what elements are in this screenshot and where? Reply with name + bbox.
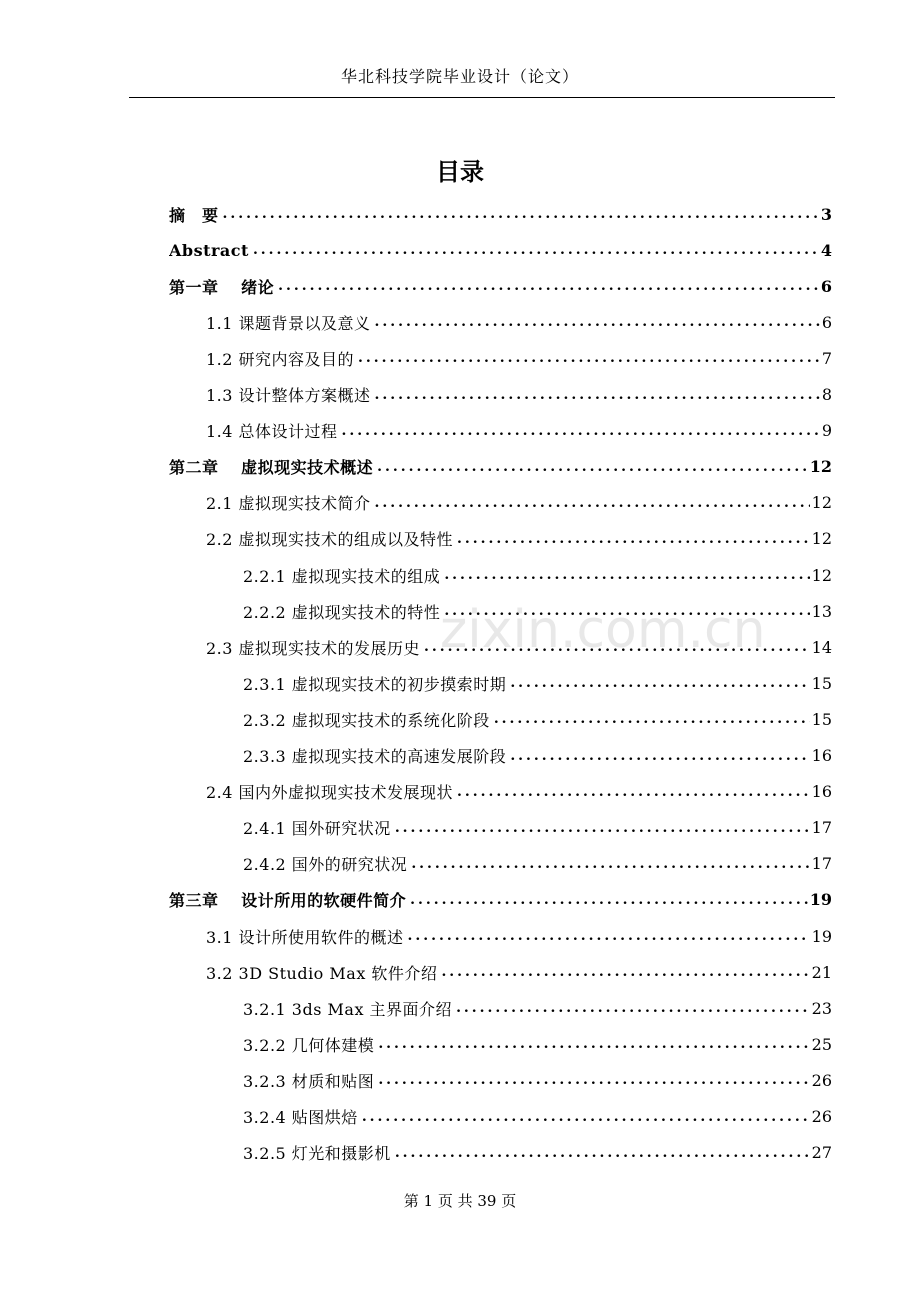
toc-entry-label: Abstract	[169, 240, 249, 260]
toc-entry-label: 2.2.1 虚拟现实技术的组成	[243, 566, 441, 586]
toc-dot-leader	[408, 928, 810, 944]
toc-dot-leader	[444, 603, 809, 619]
toc-entry[interactable]	[243, 557, 832, 593]
toc-entry[interactable]	[206, 954, 832, 990]
toc-entry-page-number: 25	[811, 1034, 832, 1054]
toc-entry[interactable]	[243, 593, 832, 629]
toc-entry-page-number: 12	[811, 565, 832, 585]
toc-entry-label: 2.3 虚拟现实技术的发展历史	[206, 638, 421, 658]
toc-entry-label: 2.3.1 虚拟现实技术的初步摸索时期	[243, 674, 507, 694]
toc-entry[interactable]	[169, 232, 832, 268]
toc-dot-leader	[378, 1072, 809, 1088]
header-divider	[129, 97, 835, 98]
toc-dot-leader	[395, 1145, 810, 1161]
toc-entry-page-number: 19	[811, 926, 832, 946]
toc-entry-page-number: 26	[811, 1107, 832, 1126]
toc-entry-label: 2.4 国内外虚拟现实技术发展现状	[206, 783, 454, 803]
toc-entry-page-number: 15	[811, 709, 832, 729]
toc-dot-leader	[377, 459, 808, 475]
toc-entry-page-number: 6	[821, 312, 832, 332]
toc-dot-leader	[424, 639, 810, 655]
toc-dot-leader	[253, 242, 819, 258]
toc-dot-leader	[278, 278, 819, 294]
toc-entry-page-number: 15	[811, 673, 832, 693]
toc-entry-label: 3.1 设计所使用软件的概述	[206, 927, 404, 947]
toc-entry-label: 第一章 绪论	[169, 277, 275, 297]
toc-entry[interactable]	[206, 340, 832, 376]
toc-entry[interactable]	[243, 665, 832, 701]
watermark: zixin.com.cn	[440, 600, 766, 660]
toc-entry[interactable]	[206, 918, 832, 954]
toc-entry[interactable]	[206, 485, 832, 521]
toc-entry-label: 1.4 总体设计过程	[206, 422, 338, 442]
toc-entry-label: 3.2.3 材质和贴图	[243, 1071, 375, 1091]
toc-entry-label: 3.2.1 3ds Max 主界面介绍	[243, 999, 453, 1019]
toc-entry-page-number: 27	[811, 1143, 832, 1163]
toc-entry[interactable]	[206, 629, 832, 665]
toc-dot-leader	[457, 531, 810, 547]
toc-entry-page-number: 14	[811, 637, 832, 657]
toc-entry-page-number: 16	[811, 782, 832, 802]
toc-dot-leader	[362, 1109, 810, 1125]
toc-entry-page-number: 13	[811, 601, 832, 621]
toc-entry-page-number: 9	[821, 421, 832, 441]
toc-entry-page-number: 3	[820, 204, 832, 224]
toc-entry[interactable]	[243, 1135, 832, 1171]
toc-entry-label: 2.4.2 国外的研究状况	[243, 855, 408, 875]
toc-entry-page-number: 21	[811, 962, 832, 982]
toc-dot-leader	[342, 423, 820, 439]
toc-entry[interactable]	[243, 738, 832, 774]
toc-entry-label: 2.2.2 虚拟现实技术的特性	[243, 602, 441, 622]
toc-dot-leader	[457, 784, 810, 800]
toc-dot-leader	[444, 567, 809, 583]
toc-entry[interactable]	[243, 1026, 832, 1062]
toc-dot-leader	[375, 495, 810, 511]
toc-dot-leader	[510, 675, 809, 691]
toc-entry[interactable]	[243, 846, 832, 882]
toc-entry[interactable]	[169, 196, 832, 232]
toc-entry[interactable]	[206, 413, 832, 449]
toc-dot-leader	[410, 892, 808, 908]
toc-entry[interactable]	[169, 268, 832, 304]
toc-entry-page-number: 4	[820, 240, 832, 260]
toc-entry-label: 2.2 虚拟现实技术的组成以及特性	[206, 530, 454, 550]
toc-entry-page-number: 8	[821, 385, 832, 404]
toc-dot-leader	[411, 856, 809, 872]
toc-entry-page-number: 12	[811, 493, 832, 513]
toc-entry[interactable]	[169, 882, 832, 918]
toc-dot-leader	[441, 964, 809, 980]
toc-entry-page-number: 16	[811, 746, 832, 765]
toc-dot-leader	[375, 387, 820, 403]
toc-dot-leader	[395, 820, 810, 836]
toc-entry[interactable]	[243, 1099, 832, 1135]
toc-dot-leader	[223, 206, 819, 222]
toc-entry-label: 3.2.4 贴图烘焙	[243, 1108, 358, 1127]
toc-entry-page-number: 19	[809, 890, 832, 910]
toc-dot-leader	[375, 314, 820, 330]
page-footer: 第 1 页 共 39 页	[403, 1192, 517, 1210]
toc-entry-label: 1.2 研究内容及目的	[206, 349, 355, 369]
toc-entry-label: 1.1 课题背景以及意义	[206, 313, 371, 333]
toc-entry-label: 2.3.3 虚拟现实技术的高速发展阶段	[243, 747, 507, 766]
toc-dot-leader	[494, 711, 810, 727]
toc-entry[interactable]	[206, 304, 832, 340]
toc-entry[interactable]	[243, 701, 832, 737]
toc-entry-page-number: 12	[811, 529, 832, 549]
toc-dot-leader	[358, 350, 820, 366]
toc-entry[interactable]	[243, 810, 832, 846]
toc-entry-label: 第三章 设计所用的软硬件简介	[169, 891, 407, 911]
toc-title: 目录	[436, 158, 484, 186]
toc-entry[interactable]	[206, 774, 832, 810]
toc-entry-label: 3.2 3D Studio Max 软件介绍	[206, 963, 438, 983]
toc-entry-page-number: 6	[820, 276, 832, 296]
toc-entry-label: 2.1 虚拟现实技术简介	[206, 494, 371, 514]
toc-entry-label: 摘 要	[169, 205, 219, 225]
toc-entry-label: 2.4.1 国外研究状况	[243, 819, 391, 839]
toc-entry-page-number: 7	[821, 348, 832, 368]
toc-entry-label: 1.3 设计整体方案概述	[206, 386, 371, 405]
toc-entry-page-number: 17	[811, 818, 832, 838]
running-header: 华北科技学院毕业设计（论文）	[340, 67, 579, 86]
toc-entry-label: 2.3.2 虚拟现实技术的系统化阶段	[243, 710, 490, 730]
toc-entry-page-number: 23	[811, 998, 832, 1018]
toc-dot-leader	[456, 1000, 810, 1016]
toc-entry-page-number: 26	[811, 1070, 832, 1090]
toc-entry[interactable]	[243, 1062, 832, 1098]
toc-entry[interactable]	[206, 521, 832, 557]
toc-dot-leader	[378, 1036, 809, 1052]
toc-entry-label: 3.2.5 灯光和摄影机	[243, 1144, 391, 1164]
toc-entry[interactable]	[169, 449, 832, 485]
toc-entry-page-number: 12	[809, 457, 832, 477]
toc-dot-leader	[510, 748, 809, 764]
toc-entry[interactable]	[243, 990, 832, 1026]
toc-entry[interactable]	[206, 377, 832, 413]
toc-entry-label: 第二章 虚拟现实技术概述	[169, 458, 374, 478]
toc-entry-page-number: 17	[811, 854, 832, 874]
toc-entry-label: 3.2.2 几何体建模	[243, 1035, 375, 1055]
